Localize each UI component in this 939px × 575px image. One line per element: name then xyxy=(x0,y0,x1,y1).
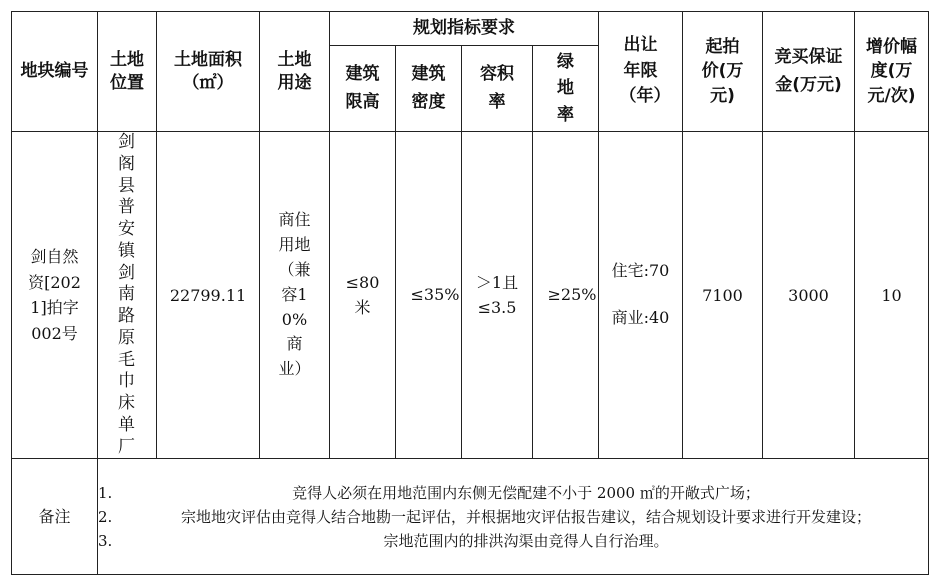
note-item xyxy=(98,505,928,529)
header-start-price: 起拍价(万元) xyxy=(683,12,763,132)
notes-row xyxy=(12,459,929,575)
cell-density: ≤35% xyxy=(396,132,462,459)
cell-height: ≤80米 xyxy=(330,132,396,459)
header-far: 容积率 xyxy=(462,46,533,132)
notes-content xyxy=(98,459,929,575)
header-area: 土地面积（㎡） xyxy=(157,12,260,132)
header-planning-group: 规划指标要求 xyxy=(330,12,599,46)
note-text: 宗地范围内的排洪沟渠由竞得人自行治理。 xyxy=(383,531,669,550)
header-green: 绿地率 xyxy=(533,46,599,132)
header-deposit: 竞买保证金(万元) xyxy=(763,12,855,132)
header-parcel-id: 地块编号 xyxy=(12,12,98,132)
cell-term xyxy=(599,132,683,459)
land-auction-table xyxy=(11,11,929,575)
cell-area: 22799.11 xyxy=(157,132,260,459)
cell-far: ＞1且≤3.5 xyxy=(462,132,533,459)
note-item xyxy=(98,529,928,553)
term-residential: 住宅:70 xyxy=(611,261,670,281)
header-density: 建筑密度 xyxy=(396,46,462,132)
term-commercial: 商业:40 xyxy=(611,308,670,328)
note-item xyxy=(98,481,928,505)
cell-use: 商住用地（兼容10%商业） xyxy=(260,132,330,459)
cell-parcel-id: 剑自然资[2021]拍字002号 xyxy=(12,132,98,459)
note-text: 宗地地灾评估由竞得人结合地勘一起评估，并根据地灾评估报告建议，结合规划设计要求进行开发建设； xyxy=(180,507,871,526)
note-number: 1. xyxy=(98,483,113,502)
header-location: 土地位置 xyxy=(98,12,157,132)
header-increment: 增价幅度(万元/次) xyxy=(855,12,929,132)
header-height: 建筑限高 xyxy=(330,46,396,132)
cell-start-price: 7100 xyxy=(683,132,763,459)
cell-increment: 10 xyxy=(855,132,929,459)
note-number: 3. xyxy=(98,531,113,550)
cell-location: 剑阁县普安镇剑南路原毛巾床单厂 xyxy=(98,132,157,459)
cell-deposit: 3000 xyxy=(763,132,855,459)
cell-green: ≥25% xyxy=(533,132,599,459)
header-use: 土地用途 xyxy=(260,12,330,132)
header-term: 出让年限（年） xyxy=(599,12,683,132)
notes-label: 备注 xyxy=(12,459,98,575)
note-number: 2. xyxy=(98,507,113,526)
note-text: 竞得人必须在用地范围内东侧无偿配建不小于 2000 ㎡的开敞式广场； xyxy=(292,483,760,502)
table-row xyxy=(12,132,929,459)
